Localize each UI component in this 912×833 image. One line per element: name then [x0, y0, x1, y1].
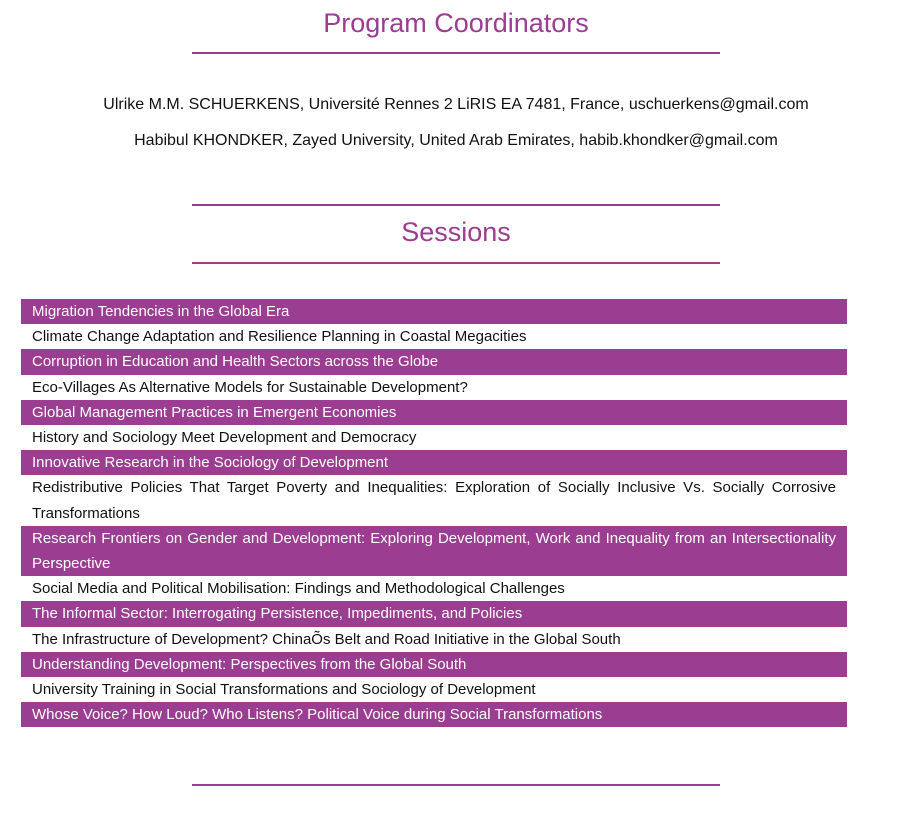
session-item: Whose Voice? How Loud? Who Listens? Political Voice during Social Transformations	[21, 702, 847, 727]
session-item: Migration Tendencies in the Global Era	[21, 299, 847, 324]
session-item: Innovative Research in the Sociology of Development	[21, 450, 847, 475]
coordinators-divider	[192, 52, 720, 54]
sessions-heading: Sessions	[401, 217, 511, 247]
coordinator-1: Ulrike M.M. SCHUERKENS, Université Rennes 2 LiRIS EA 7481, France, uschuerkens@gmail.com	[103, 96, 809, 113]
sessions-bottom-divider	[192, 262, 720, 264]
coordinators-heading: Program Coordinators	[323, 8, 589, 38]
footer-divider	[192, 784, 720, 786]
sessions-top-divider	[192, 204, 720, 206]
session-item: Understanding Development: Perspectives from the Global South	[21, 652, 847, 677]
session-item: Research Frontiers on Gender and Development: Exploring Development, Work and Inequality from an Intersectionality Perspective	[21, 526, 847, 576]
session-list	[21, 299, 847, 727]
coordinator-2: Habibul KHONDKER, Zayed University, United Arab Emirates, habib.khondker@gmail.com	[134, 132, 778, 149]
session-item: Eco-Villages As Alternative Models for Sustainable Development?	[21, 375, 847, 400]
session-item: The Informal Sector: Interrogating Persistence, Impediments, and Policies	[21, 601, 847, 626]
session-item: Global Management Practices in Emergent Economies	[21, 400, 847, 425]
session-item: Climate Change Adaptation and Resilience Planning in Coastal Megacities	[21, 324, 847, 349]
session-item: Redistributive Policies That Target Poverty and Inequalities: Exploration of Socially Inclusive Vs. Socially Corrosive Transformations	[21, 475, 847, 525]
session-item: Social Media and Political Mobilisation: Findings and Methodological Challenges	[21, 576, 847, 601]
session-item: University Training in Social Transformations and Sociology of Development	[21, 677, 847, 702]
session-item: The Infrastructure of Development? ChinaÕs Belt and Road Initiative in the Global South	[21, 627, 847, 652]
session-item: Corruption in Education and Health Sectors across the Globe	[21, 349, 847, 374]
session-item: History and Sociology Meet Development and Democracy	[21, 425, 847, 450]
